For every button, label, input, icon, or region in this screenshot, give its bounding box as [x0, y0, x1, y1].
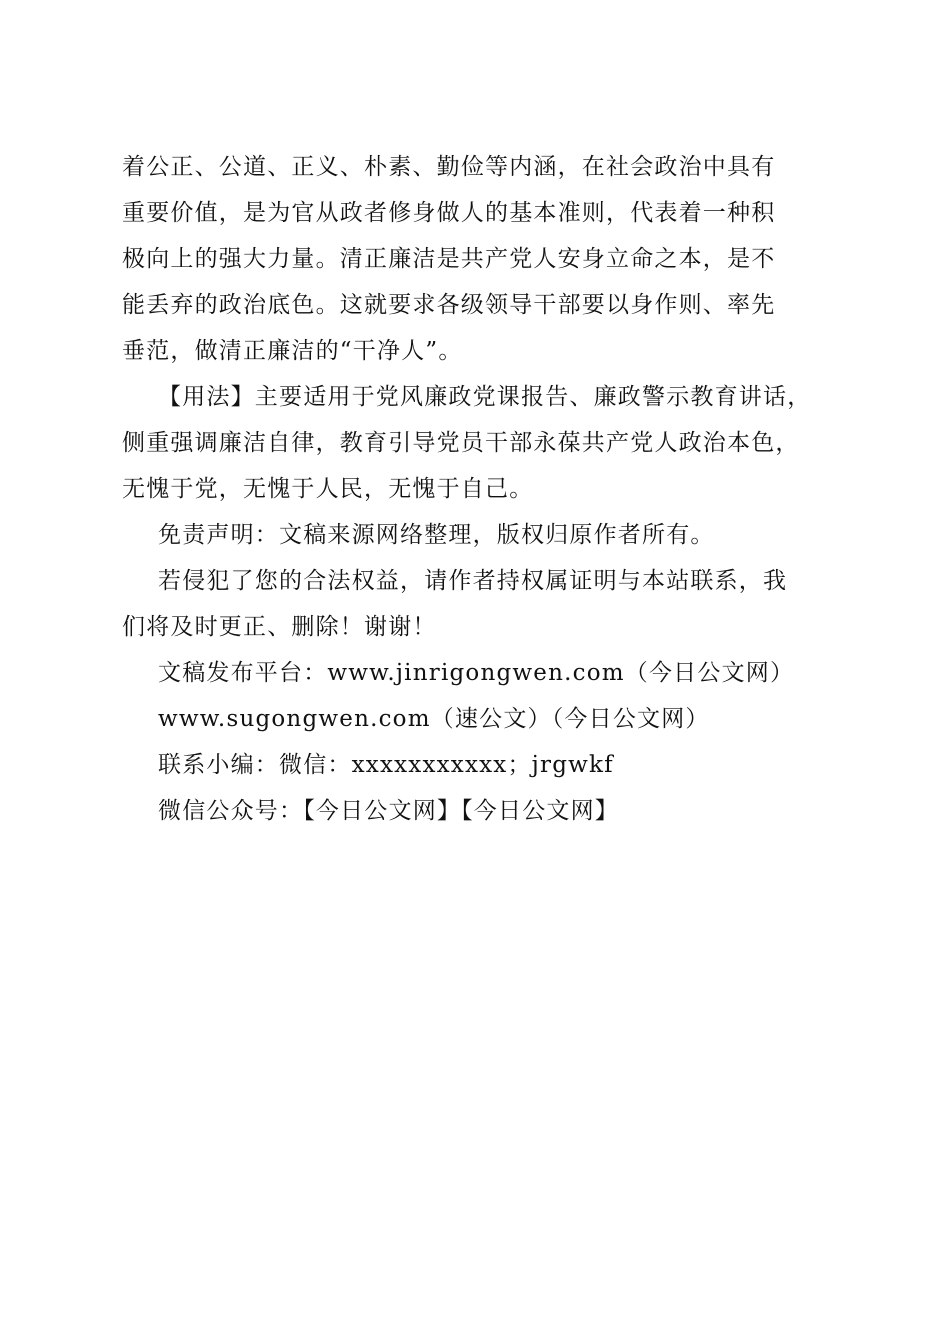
paragraph-line: 们将及时更正、删除！谢谢！: [122, 614, 437, 640]
paragraph-line: 无愧于党，无愧于人民，无愧于自己。: [122, 476, 534, 502]
paragraph-line: 侧重强调廉洁自律，教育引导党员干部永葆共产党人政治本色，: [122, 430, 800, 456]
body-paragraph: [122, 144, 837, 374]
contact-line: 联系小编：微信：xxxxxxxxxxx；jrgwkf: [158, 752, 614, 778]
platform-line-2: www.sugongwen.com（速公文）（今日公文网）: [158, 706, 710, 732]
paragraph-line: 若侵犯了您的合法权益，请作者持权属证明与本站联系，我: [158, 568, 788, 594]
paragraph-line: 着公正、公道、正义、朴素、勤俭等内涵，在社会政治中具有: [122, 154, 776, 180]
wechat-line: 微信公众号：【今日公文网】【今日公文网】: [158, 798, 619, 824]
disclaimer-text: 免责声明：文稿来源网络整理，版权归原作者所有。: [158, 522, 715, 548]
paragraph-line: 极向上的强大力量。清正廉洁是共产党人安身立命之本，是不: [122, 246, 776, 272]
usage-paragraph: [122, 374, 837, 512]
paragraph-line: 重要价值，是为官从政者修身做人的基本准则，代表着一种积: [122, 200, 776, 226]
copyright-notice: [122, 558, 837, 650]
document-page: [122, 144, 837, 834]
paragraph-line: 垂范，做清正廉洁的“干净人”。: [122, 338, 463, 364]
paragraph-line: 能丢弃的政治底色。这就要求各级领导干部要以身作则、率先: [122, 292, 776, 318]
platform-line: 文稿发布平台：www.jinrigongwen.com（今日公文网）: [158, 660, 795, 686]
paragraph-line: 【用法】主要适用于党风廉政党课报告、廉政警示教育讲话，: [158, 384, 812, 410]
